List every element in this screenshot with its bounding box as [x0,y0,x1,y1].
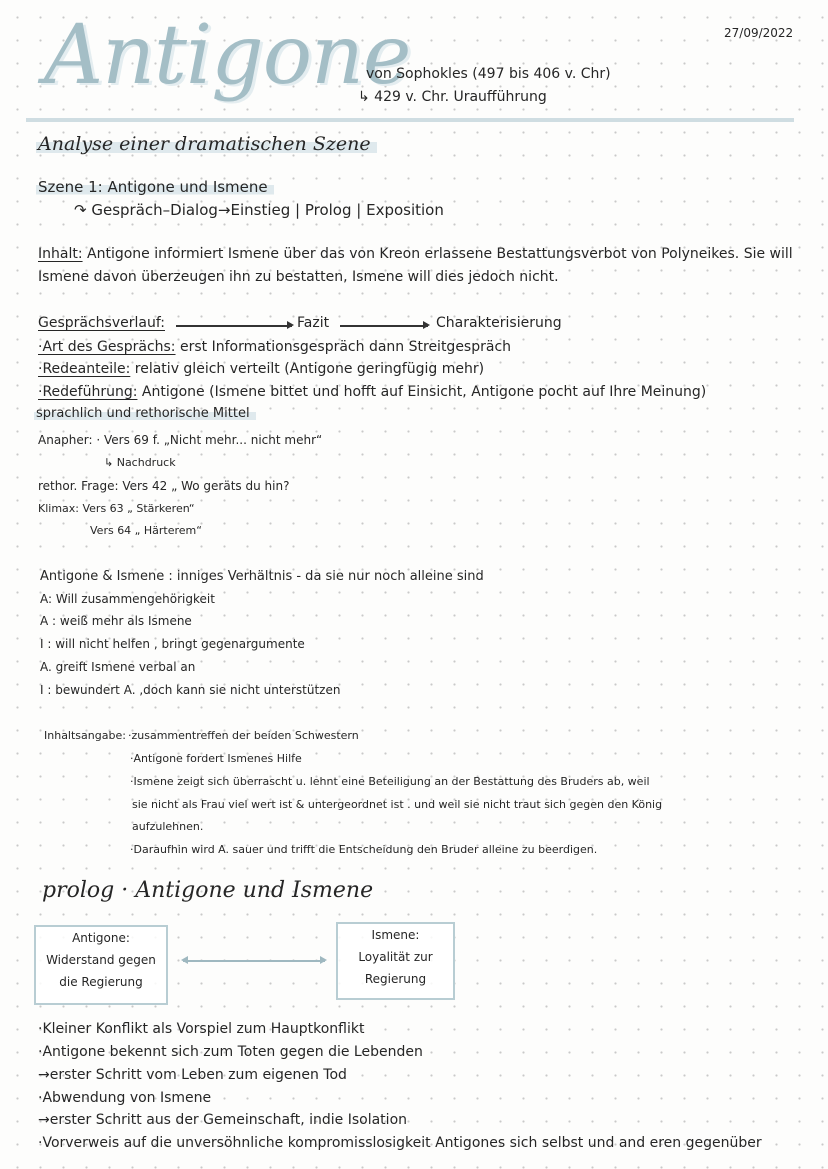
relation-line-3: I : will nicht helfen , bringt gegenargumente [40,637,305,651]
flow-item-1-label: ·Art des Gesprächs: [38,339,176,355]
flow-item-3 [38,384,706,400]
mittel-frage: rethor. Frage: Vers 42 „ Wo geräts du hin? [38,479,290,493]
inhalt-line-1 [38,246,793,262]
arrow-to-charakter [340,325,428,327]
flow-fazit: Fazit [297,315,330,331]
summary-line-6: ·Daraufhin wird A. sauer und trifft die Entscheidung den Bruder alleine zu beerdigen. [130,843,598,856]
premiere-line: ↳ 429 v. Chr. Uraufführung [358,89,547,105]
relation-line-5: I : bewundert A. ,doch kann sie nicht unterstützen [40,683,341,697]
conclusion-2: ·Antigone bekennt sich zum Toten gegen die Lebenden [38,1044,423,1060]
header-divider [26,118,794,122]
inhalt-label: Inhalt: [38,246,83,262]
double-arrow [183,960,325,962]
summary-line-1: ·zusammentreffen der beiden Schwestern [128,729,359,742]
summary-line-3: ·Ismene zeigt sich überrascht u. lehnt eine Beteiligung an der Bestattung des Bruders ab, weil [130,775,650,788]
scene-title: Szene 1: Antigone und Ismene [36,178,274,196]
inhalt-text-1: Antigone informiert Ismene über das von Kreon erlassene Bestattungsverbot von Polyneikes. Sie will [82,246,793,262]
section-heading: Analyse einer dramatischen Szene [36,133,377,155]
inhalt-line-2: Ismene davon überzeugen ihn zu bestatten, Ismene will dies jedoch nicht. [38,269,559,285]
conclusion-5: →erster Schritt aus der Gemeinschaft, indie Isolation [38,1112,408,1128]
box-ismene [336,922,455,1000]
box-antigone [34,925,168,1005]
flow-label: Gesprächsverlauf: [38,315,165,331]
page-title: Antigone [44,8,411,103]
scene-sub: ↷ Gespräch–Dialog→Einstieg | Prolog | Exposition [74,201,444,219]
box-ismene-line-1: Ismene: [371,928,420,942]
flow-item-2 [38,361,484,377]
box-ismene-line-3: Regierung [364,972,427,986]
box-ismene-line-2: Loyalität zur [358,950,433,964]
relation-line-1: A: Will zusammengehörigkeit [40,592,215,606]
mittel-nachdruck: ↳ Nachdruck [104,456,176,469]
summary-line-4: sie nicht als Frau viel wert ist & untergeordnet ist . und weil sie nicht traut sich gegen den König [132,798,663,811]
relation-intro: Antigone & Ismene : inniges Verhältnis - da sie nur noch alleine sind [40,569,484,584]
summary-line-2: ·Antigone fordert Ismenes Hilfe [130,752,302,765]
relation-line-4: A. greift Ismene verbal an [40,660,196,674]
conclusion-4: ·Abwendung von Ismene [38,1090,212,1106]
summary-label: Inhaltsangabe: [44,729,126,742]
author-line: von Sophokles (497 bis 406 v. Chr) [366,66,611,82]
conclusion-3: →erster Schritt vom Leben zum eigenen Tod [38,1067,347,1083]
summary-line-5: aufzulehnen. [132,820,204,833]
conclusion-1: ·Kleiner Konflikt als Vorspiel zum Hauptkonflikt [38,1021,365,1037]
box-antigone-line-1: Antigone: [72,931,130,945]
box-antigone-line-2: Widerstand gegen [46,953,156,967]
arrow-to-fazit [176,325,292,327]
flow-charakter: Charakterisierung [436,315,562,331]
flow-item-1 [38,339,511,355]
conclusion-6: ·Vorverweis auf die unversöhnliche kompromisslosigkeit Antigones sich selbst und and eren gegenüber [38,1135,762,1151]
box-antigone-line-3: die Regierung [59,975,143,989]
date: 27/09/2022 [724,26,794,40]
relation-line-2: A : weiß mehr als Ismene [40,614,192,628]
flow-item-1-text: erst Informationsgespräch dann Streitgespräch [175,339,512,355]
flow-item-2-text: relativ gleich verteilt (Antigone geringfügig mehr) [130,361,485,377]
mittel-anapher: Anapher: · Vers 69 f. „Nicht mehr... nicht mehr“ [38,433,323,447]
mittel-klimax-2: Vers 64 „ Härterem“ [90,524,202,537]
mittel-klimax-1: Klimax: Vers 63 „ Stärkeren“ [38,502,195,515]
flow-item-3-text: Antigone (Ismene bittet und hofft auf Einsicht, Antigone pocht auf Ihre Meinung) [137,384,707,400]
prolog-heading: prolog · Antigone und Ismene [42,878,374,903]
mittel-heading: sprachlich und rethorische Mittel [34,406,256,421]
flow-item-2-label: ·Redeanteile: [38,361,131,377]
flow-item-3-label: ·Redeführung: [38,384,138,400]
